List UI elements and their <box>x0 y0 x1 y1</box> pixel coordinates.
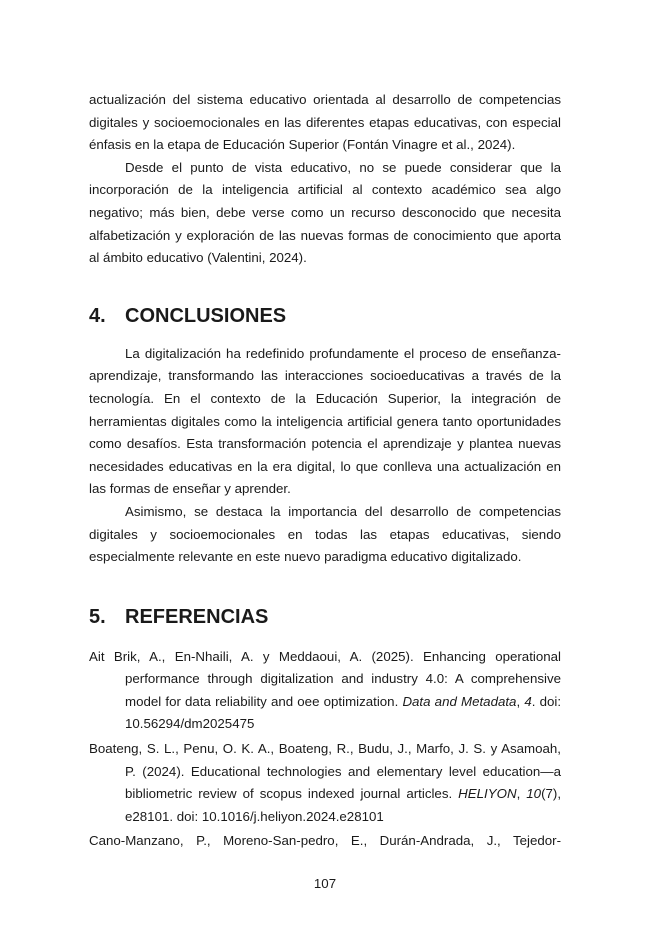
reference-separator: , <box>516 693 525 709</box>
reference-journal: Data and Metadata <box>402 693 517 709</box>
conclusions-paragraph-2: Asimismo, se destaca la importancia del desarrollo de competencias digitales y socioemocionales en todas las etapas educativas, siendo especialmente relevante en este nuevo paradigma educativo digitalizado. <box>89 503 561 565</box>
section-number: 4. <box>89 304 106 327</box>
reference-text: Boateng, S. L., Penu, O. K. A., Boateng, R., Budu, J., Marfo, J. S. y Asamoah, P. (2024). Educational technologies and elementary level education—a bibliometric review of scopus indexed journal articles. <box>89 741 561 802</box>
reference-doi: . doi: 10.56294/dm2025475 <box>125 693 562 732</box>
section-title: CONCLUSIONES <box>125 304 287 327</box>
page-body <box>89 89 561 855</box>
conclusions-paragraph-1: La digitalización ha redefinido profundamente el proceso de enseñanza-aprendizaje, transformando las interacciones socioeducativas a través de la tecnología. En el contexto de la Educación Superior, la integración de herramientas digitales como la inteligencia artificial genera tanto oportunidades como desafíos. Esta transformación potencia el aprendizaje y plantea nuevas necesidades educativas en la era digital, lo que conlleva una actualización en las formas de enseñar y aprender. <box>89 345 561 497</box>
reference-journal: HELIYON <box>458 786 517 802</box>
reference-volume: 10 <box>526 786 542 802</box>
reference-separator: , <box>516 786 527 802</box>
reference-entry <box>89 646 561 736</box>
reference-entry <box>89 830 561 853</box>
section-heading-references <box>89 605 561 629</box>
page-number: 107 <box>313 876 337 891</box>
reference-doi: (7), e28101. doi: 10.1016/j.heliyon.2024.e28101 <box>125 786 562 824</box>
intro-paragraph-2: Desde el punto de vista educativo, no se puede considerar que la incorporación de la inteligencia artificial al contexto académico sea algo negativo; más bien, debe verse como un recurso desconocido que necesita alfabetización y exploración de las nuevas formas de conocimiento que aporta al ámbito educativo (Valentini, 2024). <box>89 159 561 266</box>
section-title: REFERENCIAS <box>125 605 269 628</box>
intro-paragraph-1: actualización del sistema educativo orientada al desarrollo de competencias digitales y socioemocionales en las diferentes etapas educativas, con especial énfasis en la etapa de Educación Superior (Fontán Vinagre et al., 2024). <box>89 92 561 153</box>
reference-text: Cano-Manzano, P., Moreno-San-pedro, E., Durán-Andrada, J., Tejedor- <box>89 833 561 849</box>
section-number: 5. <box>89 605 106 628</box>
section-heading-conclusions <box>89 304 561 328</box>
reference-volume: 4 <box>524 693 532 709</box>
reference-text: Ait Brik, A., En-Nhaili, A. y Meddaoui, A. (2025). Enhancing operational performance through digitalization and industry 4.0: A comprehensive model for data reliability and oee optimization. <box>89 648 561 709</box>
reference-entry <box>89 738 561 828</box>
